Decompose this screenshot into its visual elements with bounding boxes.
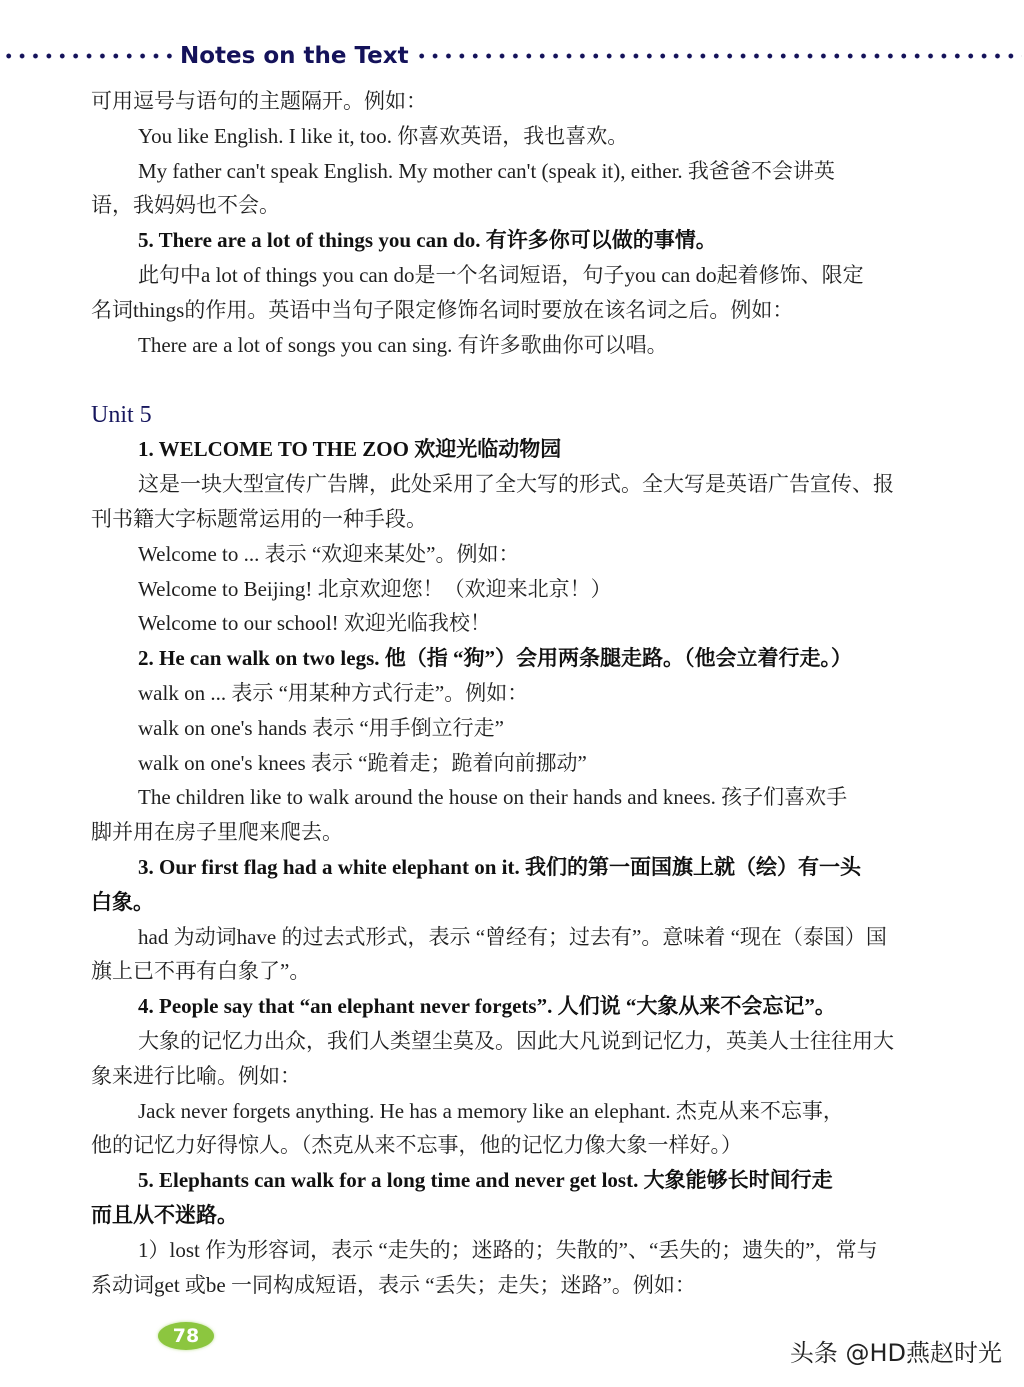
example-sentence: You like English. I like it, too. 你喜欢英语，我也喜欢。 [138,123,629,148]
text-line: 旗上已不再有白象了”。 [91,959,311,984]
note-heading-5: 5. There are a lot of things you can do. 有许多你可以做的事情。 [138,228,717,253]
text-line: had 为动词have 的过去式形式，表示 “曾经有；过去有”。意味着 “现在（泰国）国 [138,924,887,949]
example-sentence: My father can't speak English. My mother can't (speak it), either. 我爸爸不会讲英 [138,158,835,183]
page-number-badge: 78 [158,1322,214,1350]
watermark: 头条 @HD燕赵时光 [789,1339,1002,1367]
text-line: 语，我妈妈也不会。 [91,193,280,218]
text-line: 名词things的作用。英语中当句子限定修饰名词时要放在该名词之后。例如： [91,297,794,322]
text-line: walk on ... 表示 “用某种方式行走”。例如： [138,680,529,705]
dotted-rule-left [2,53,174,59]
text-line: 他的记忆力好得惊人。（杰克从来不忘事，他的记忆力像大象一样好。） [91,1133,742,1158]
example-sentence: Welcome to our school! 欢迎光临我校！ [138,611,491,636]
text-line: walk on one's hands 表示 “用手倒立行走” [138,715,504,740]
example-sentence: The children like to walk around the house on their hands and knees. 孩子们喜欢手 [138,785,848,810]
section-header [0,38,1024,74]
note-heading-1: 1. WELCOME TO THE ZOO 欢迎光临动物园 [138,437,562,462]
text-line: 而且从不迷路。 [91,1202,238,1227]
unit-title: Unit 5 [91,402,152,429]
example-sentence: There are a lot of songs you can sing. 有许多歌曲你可以唱。 [138,332,668,357]
note-heading-5: 5. Elephants can walk for a long time and never get lost. 大象能够长时间行走 [138,1168,833,1193]
text-line: 可用逗号与语句的主题隔开。例如： [91,89,427,113]
text-line: 象来进行比喻。例如： [91,1063,301,1088]
text-line: 系动词get 或be 一同构成短语，表示 “丢失；走失；迷路”。例如： [91,1272,696,1297]
dotted-rule-right [415,53,1022,59]
note-heading-4: 4. People say that “an elephant never forgets”. 人们说 “大象从来不会忘记”。 [138,994,836,1019]
example-sentence: Jack never forgets anything. He has a memory like an elephant. 杰克从来不忘事， [138,1098,844,1123]
text-line: 这是一块大型宣传广告牌，此处采用了全大写的形式。全大写是英语广告宣传、报 [138,472,894,497]
text-line: 脚并用在房子里爬来爬去。 [91,820,343,845]
text-line: 1）lost 作为形容词，表示 “走失的；迷路的；失散的”、“丢失的；遗失的”，常与 [138,1237,878,1262]
text-line: 此句中a lot of things you can do是一个名词短语，句子you can do起着修饰、限定 [138,262,864,287]
text-line: Welcome to ... 表示 “欢迎来某处”。例如： [138,541,520,566]
section-title: Notes on the Text [180,43,409,69]
page-content [91,84,1001,1302]
note-heading-3: 3. Our first flag had a white elephant on it. 我们的第一面国旗上就（绘）有一头 [138,854,861,879]
text-line: 大象的记忆力出众，我们人类望尘莫及。因此大凡说到记忆力，英美人士往往用大 [138,1028,894,1053]
example-sentence: Welcome to Beijing! 北京欢迎您！（欢迎来北京！） [138,576,612,601]
note-heading-2: 2. He can walk on two legs. 他（指 “狗”）会用两条腿走路。（他会立着行走。） [138,646,852,671]
text-line: walk on one's knees 表示 “跪着走；跪着向前挪动” [138,750,587,775]
text-line: 刊书籍大字标题常运用的一种手段。 [91,506,427,531]
text-line: 白象。 [91,889,154,914]
